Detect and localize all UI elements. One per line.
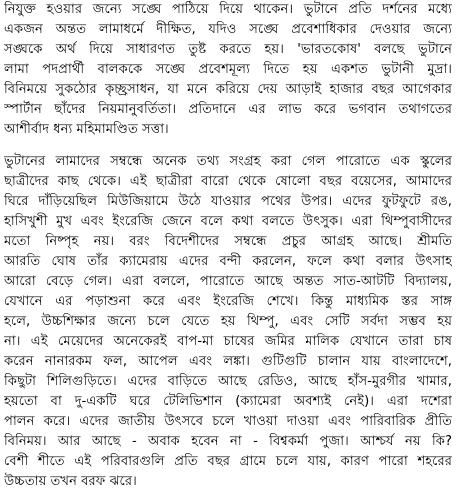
- text-line: হলে, উচ্চশিক্ষার জন্যে চলে যেতে হয় থিম্পু, এবং সেটি সর্বদা সম্ভব হয়: [4, 314, 452, 329]
- text-line: ঘিরে দাঁড়িয়েছিল মিউজিয়ামে উঠে যাওয়ার পথের উপর। এদের ফুটফুটে রঙ,: [4, 194, 452, 209]
- text-line: আরতি ঘোষ তাঁর ক্যামেরায় এদের বন্দী করলেন, ফলে কথা বলার উৎসাহ: [4, 254, 452, 269]
- text-line: কিছুটা শিলিগুড়িতে। এদের বাড়িতে আছে রেডিও, আছে হাঁস-মুরগীর খামার,: [4, 374, 452, 389]
- text-line: মতো নিষ্পৃহ নয়। বরং বিদেশীদের সম্বন্ধে প্রচুর আগ্রহ আছে। শ্রীমতি: [4, 234, 452, 249]
- text-line: করেন নানারকম ফল, আপেল এবং লঙ্কা। গুটিগুটি চালান যায় বাংলাদেশে,: [4, 354, 452, 369]
- text-line: যেখানে এর পড়াশুনা করে এবং ইংরেজি শেখে। কিন্তু মাধ্যমিক স্তর সাঙ্গ: [4, 294, 452, 309]
- text-line: হয়তো বা দু-একটি ঘরে টেলিভিশান (ক্যামেরা অবশ্যই নেই)। এরা দশেরা: [4, 394, 452, 409]
- text-line: ভুটানের লামাদের সম্বন্ধে অনেক তথ্য সংগ্রহ করা গেল পারোতে এক স্কুলের: [4, 154, 452, 169]
- text-line: উচ্চতায় তখন বরফ ঝরে।: [4, 474, 137, 489]
- document-page: [4, 0, 452, 492]
- text-line: হাসিখুশী মুখ এবং ইংরেজি জেনে বলে কথা বলতে উৎসুক। এরা থিম্পুবাসীদের: [4, 214, 452, 229]
- text-line: লামা পদপ্রার্থী বালককে সঙ্ঘে প্রবেশমূল্য দিতে হয় একশত ভুটানী মুদ্রা।: [4, 62, 452, 77]
- text-line: পালন করে। এদের জাতীয় উৎসবে চলে খাওয়া দাওয়া এবং পারিবারিক প্রীতি: [4, 414, 452, 429]
- text-line: বেশী শীতে এই পরিবারগুলি প্রতি বছর গ্রামে চলে যায়, কারণ পারো শহরের: [4, 454, 452, 469]
- text-line: বিনিময়। আর আছে - অবাক হবেন না - বিশ্বকর্মা পুজা। আশ্চর্য নয় কি?: [4, 434, 452, 449]
- text-line: স্পার্টান ছাঁদের নিয়মানুবর্তিতা। প্রতিদানে এর লাভ করে ভগবান তথাগতের: [4, 102, 452, 117]
- text-line: নিযুক্ত হওয়ার জন্যে সঙ্ঘে পাঠিয়ে দিয়ে থাকেন। ভুটানে প্রতি দর্শনের মধ্যে: [4, 2, 452, 17]
- paragraph: [4, 0, 452, 140]
- text-line: একজন অন্তত লামাধর্মে দীক্ষিত, যদিও সঙ্ঘে প্রবেশাধিকার দেওয়ার জন্যে: [4, 22, 452, 37]
- text-line: বিনিময়ে সুকঠোর কৃচ্ছ্রসাধন, যা মনে করিয়ে দেয় আড়াই হাজার বছর আগেকার: [4, 82, 452, 97]
- text-line: না। এই মেয়েদের অনেকেরই বাপ-মা চাষের জমির মালিক যেখানে তারা চাষ: [4, 334, 452, 349]
- text-line: আশীর্বাদ ধন্য মহিমামণ্ডিত সত্তা।: [4, 122, 169, 137]
- text-line: ছাত্রীদের কাছ থেকে। এই ছাত্রীরা বারো থেকে ষোলো বছর বয়েসের, আমাদের: [4, 174, 452, 189]
- paragraph: [4, 152, 452, 492]
- text-line: আরো বেড়ে গেল। এরা বললে, পারোতে আছে অন্তত সাত-আটটি বিদ্যালয়,: [4, 274, 452, 289]
- paragraph-gap: [4, 140, 452, 152]
- text-line: সঙ্ঘকে অর্থ দিয়ে সাধারণত তুষ্ট করতে হয়। 'ভারতকোষ' বলছে ভুটানে: [4, 42, 452, 57]
